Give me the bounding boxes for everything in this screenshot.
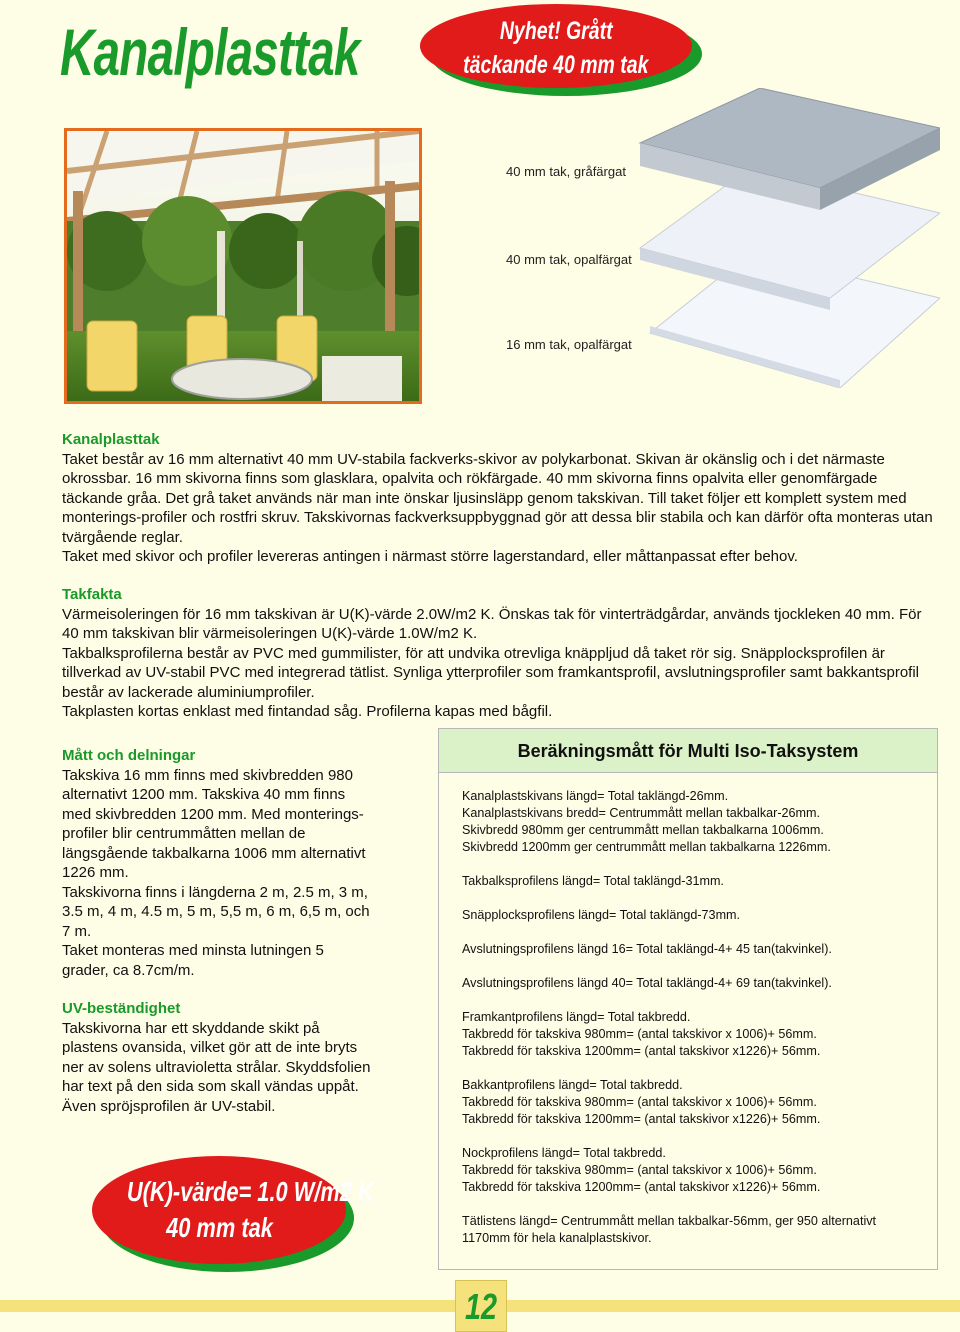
page-title: Kanalplasttak (60, 15, 360, 89)
calc-group (462, 975, 915, 992)
intro-paragraph: Taket består av 16 mm alternativt 40 mm UV-stabila fackverks-skivor av polykarbonat. Skivan är okänslig och i det närmaste okrossbar. 16 mm skivorna finns som glasklara, opalvita och rökfärgade. 40 mm skivorna finns opalvita eller genomfärgade täckande gråa. Det grå taket används när man inte önskar ljusinsläpp genom takskivan. Till taket följer ett komplett system med monterings-profiler och rostfri skruv. Takskivornas fackverksuppbyggnad gör att dessa blir stabila och kan därför ofta monteras utan tvärgående reglar. (62, 450, 933, 546)
calc-box (438, 728, 938, 1270)
matt-paragraph: Takskiva 16 mm finns med skivbredden 980 alternativt 1200 mm. Takskiva 40 mm finns med skivbredden 1200 mm. Med monterings-profiler blir centrummåtten mellan de längsgående takbalkarna 1006 mm alternativt 1226 mm. (62, 766, 366, 881)
calc-line: Snäpplocksprofilens längd= Total taklängd-73mm. (462, 908, 741, 922)
calc-group (462, 1009, 915, 1060)
calc-line: Takbredd för takskiva 980mm= (antal takskivor x 1006)+ 56mm. (462, 1163, 817, 1177)
calc-line: Skivbredd 1200mm ger centrummått mellan takbalkarna 1226mm. (462, 840, 831, 854)
calc-group (462, 788, 915, 856)
calc-line: Takbredd för takskiva 1200mm= (antal takskivor x1226)+ 56mm. (462, 1180, 821, 1194)
calc-group (462, 1213, 915, 1247)
patio-photo (64, 128, 422, 404)
takfakta-paragraph: Värmeisoleringen för 16 mm takskivan är U(K)-värde 2.0W/m2 K. Önskas tak för vinterträdgårdar, används tjockleken 40 mm. För 40 mm takskivan blir värmeisoleringen U(K)-värde 1.0W/m2 K. (62, 605, 922, 642)
uv-paragraph: Takskivorna har ett skyddande skikt på plastens ovansida, vilket gör att de inte bryts ner av solens ultravioletta strålar. Skyddsfolien har text på den sida som skall vändas uppåt. Även spröjsprofilen är UV-stabil. (62, 1019, 371, 1115)
calc-line: Takbredd för takskiva 1200mm= (antal takskivor x1226)+ 56mm. (462, 1112, 821, 1126)
calc-line: Takbredd för takskiva 1200mm= (antal takskivor x1226)+ 56mm. (462, 1044, 821, 1058)
panel-samples (506, 88, 940, 388)
calc-line: Avslutningsprofilens längd 16= Total taklängd-4+ 45 tan(takvinkel). (462, 942, 832, 956)
calc-box-title: Beräkningsmått för Multi Iso-Taksystem (439, 729, 937, 773)
calc-line: Takbalksprofilens längd= Total taklängd-31mm. (462, 874, 724, 888)
left-column (62, 746, 372, 1116)
calc-line: Takbredd för takskiva 980mm= (antal takskivor x 1006)+ 56mm. (462, 1095, 817, 1109)
calc-line: Tätlistens längd= Centrummått mellan takbalkar-56mm, ger 950 alternativt 1170mm för hela kanalplastskivor. (462, 1214, 877, 1245)
uk-badge-line1: U(K)-värde= 1.0 W/m2 K (126, 1176, 374, 1207)
matt-paragraph: Takskivorna finns i längderna 2 m, 2.5 m, 3 m, 3.5 m, 4 m, 4.5 m, 5 m, 5,5 m, 6 m, 6,5 m, och 7 m. (62, 883, 370, 940)
calc-group (462, 1145, 915, 1196)
takfakta-heading: Takfakta (62, 586, 122, 603)
page-number (455, 1280, 507, 1332)
calc-line: Kanalplastskivans bredd= Centrummått mellan takbalkar-26mm. (462, 806, 821, 820)
calc-line: Framkantprofilens längd= Total takbredd. (462, 1010, 691, 1024)
calc-group (462, 873, 915, 890)
matt-heading: Mått och delningar (62, 747, 196, 764)
calc-box-body (439, 773, 937, 1247)
patio-illustration (67, 131, 419, 401)
calc-line: Takbredd för takskiva 980mm= (antal takskivor x 1006)+ 56mm. (462, 1027, 817, 1041)
uk-badge (92, 1156, 374, 1264)
intro-paragraph: Taket med skivor och profiler levereras antingen i närmast större lagerstandard, eller måttanpassat efter behov. (62, 548, 798, 565)
calc-group (462, 1077, 915, 1128)
panel-label-opal-16: 16 mm tak, opalfärgat (506, 337, 632, 352)
news-badge-line2: täckande 40 mm tak (463, 51, 649, 79)
calc-line: Nockprofilens längd= Total takbredd. (462, 1146, 666, 1160)
takfakta-paragraph: Takbalksprofilerna består av PVC med gummilister, för att undvika otrevliga knäppljud då taket rör sig. Snäpplocksprofilen är tillverkad av UV-stabil PVC med integrerad tätlist. Synliga ytterprofiler som framkantsprofil, avslutningsprofiler samt bakkantsprofil består av lackerade aluminiumprofiler. (62, 644, 920, 701)
page-number-text: 12 (464, 1286, 498, 1327)
uv-heading: UV-beständighet (62, 1000, 181, 1017)
uk-badge-line2: 40 mm tak (165, 1212, 273, 1243)
panel-label-opal-40: 40 mm tak, opalfärgat (506, 252, 632, 267)
news-badge-line1: Nyhet! Grått (499, 17, 613, 45)
calc-group (462, 941, 915, 958)
panel-label-grey-40: 40 mm tak, gråfärgat (506, 164, 626, 179)
intro-heading: Kanalplasttak (62, 431, 160, 448)
panels-illustration (620, 88, 940, 388)
matt-paragraph: Taket monteras med minsta lutningen 5 grader, ca 8.7cm/m. (62, 942, 324, 979)
calc-group (462, 907, 915, 924)
calc-line: Skivbredd 980mm ger centrummått mellan takbalkarna 1006mm. (462, 823, 824, 837)
news-badge (420, 4, 692, 88)
calc-line: Bakkantprofilens längd= Total takbredd. (462, 1078, 683, 1092)
takfakta-paragraph: Takplasten kortas enklast med fintandad såg. Profilerna kapas med bågfil. (62, 703, 553, 720)
intro-section (62, 430, 942, 567)
calc-line: Kanalplastskivans längd= Total taklängd-26mm. (462, 789, 729, 803)
takfakta-section (62, 585, 942, 722)
calc-line: Avslutningsprofilens längd 40= Total taklängd-4+ 69 tan(takvinkel). (462, 976, 832, 990)
